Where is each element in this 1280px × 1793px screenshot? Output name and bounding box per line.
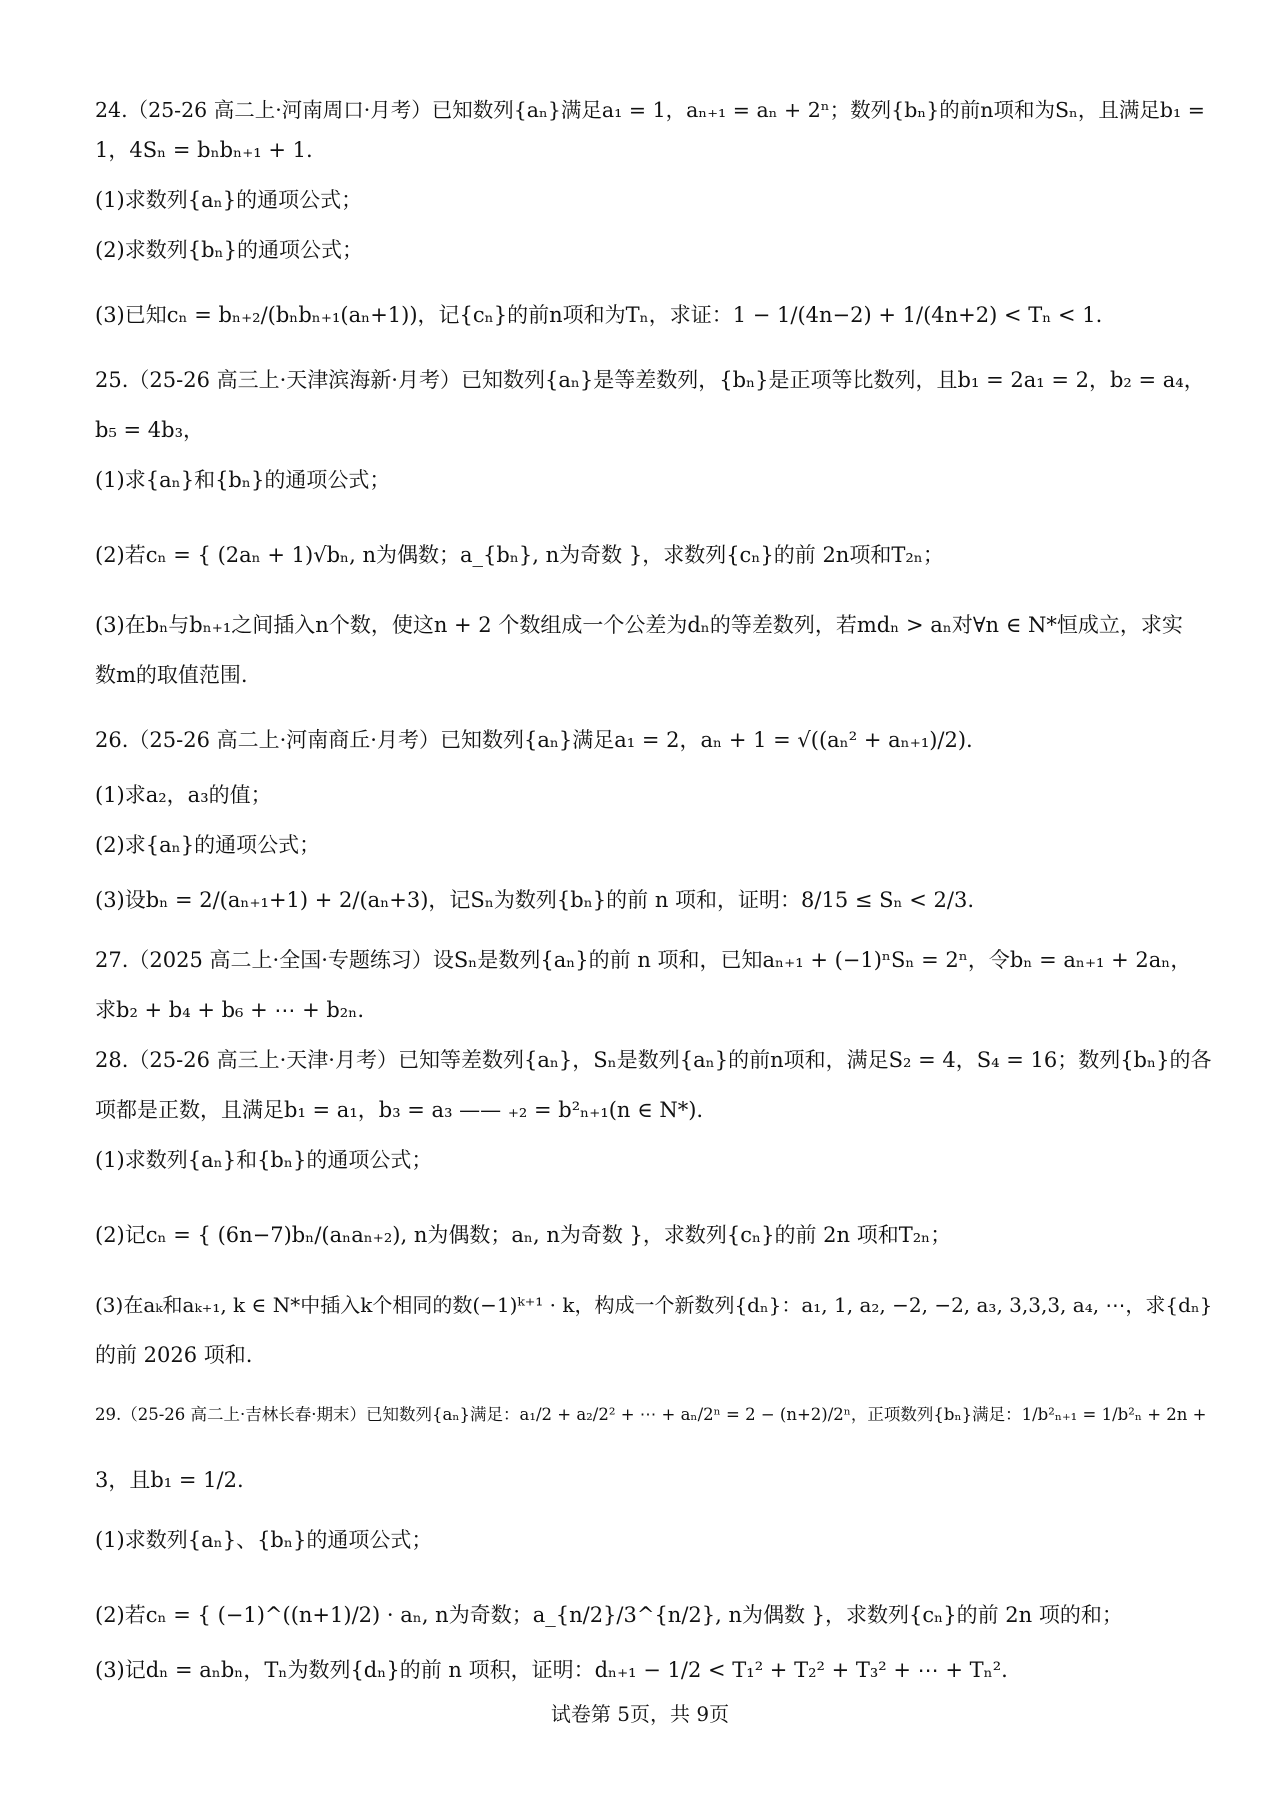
problem-text-line: 1，4Sₙ = bₙbₙ₊₁ + 1.: [95, 138, 313, 162]
problem-text-line: 求b₂ + b₄ + b₆ + ⋯ + b₂ₙ.: [95, 998, 364, 1022]
sub-question: (2)求{aₙ}的通项公式；: [95, 833, 321, 857]
page-footer: 试卷第 5页，共 9页: [550, 1702, 730, 1726]
sub-question: (3)记dₙ = aₙbₙ，Tₙ为数列{dₙ}的前 n 项积，证明：dₙ₊₁ − 1/2 < T₁² + T₂² + T₃² + ⋯ + Tₙ².: [95, 1658, 1008, 1682]
problem-text-line: 25.（25-26 高三上·天津滨海新·月考）已知数列{aₙ}是等差数列，{bₙ}是正项等比数列，且b₁ = 2a₁ = 2，b₂ = a₄，: [95, 368, 1205, 392]
sub-question: 的前 2026 项和.: [95, 1343, 253, 1367]
problem-text-line: 27.（2025 高二上·全国·专题练习）设Sₙ是数列{aₙ}的前 n 项和，已知aₙ₊₁ + (−1)ⁿSₙ = 2ⁿ，令bₙ = aₙ₊₁ + 2aₙ，: [95, 948, 1192, 972]
problem-text-line: 29.（25-26 高二上·吉林长春·期末）已知数列{aₙ}满足：a₁/2 + a₂/2² + ⋯ + aₙ/2ⁿ = 2 − (n+2)/2ⁿ，正项数列{bₙ}满足：1/b²ₙ₊₁ = 1/b²ₙ + 2n +: [95, 1405, 1207, 1424]
sub-question: (2)记cₙ = { (6n−7)bₙ/(aₙaₙ₊₂), n为偶数；aₙ, n为奇数 }，求数列{cₙ}的前 2n 项和T₂ₙ；: [95, 1223, 952, 1247]
problem-text-line: 24.（25-26 高二上·河南周口·月考）已知数列{aₙ}满足a₁ = 1，aₙ₊₁ = aₙ + 2ⁿ；数列{bₙ}的前n项和为Sₙ，且满足b₁ =: [95, 98, 1205, 122]
problem-text-line: 28.（25-26 高三上·天津·月考）已知等差数列{aₙ}，Sₙ是数列{aₙ}的前n项和，满足S₂ = 4，S₄ = 16；数列{bₙ}的各: [95, 1048, 1212, 1072]
problem-text-line: b₅ = 4b₃，: [95, 418, 205, 442]
sub-question: (1)求数列{aₙ}、{bₙ}的通项公式；: [95, 1528, 433, 1552]
sub-question: (2)若cₙ = { (−1)^((n+1)/2) · aₙ, n为奇数；a_{n/2}/3^{n/2}, n为偶数 }，求数列{cₙ}的前 2n 项的和；: [95, 1603, 1123, 1627]
sub-question: (1)求{aₙ}和{bₙ}的通项公式；: [95, 468, 391, 492]
problem-text-line: 项都是正数，且满足b₁ = a₁，b₃ = a₃ —— ₊₂ = b²ₙ₊₁(n ∈ N*).: [95, 1098, 704, 1122]
sub-question: (2)若cₙ = { (2aₙ + 1)√bₙ, n为偶数；a_{bₙ}, n为奇数 }，求数列{cₙ}的前 2n项和T₂ₙ；: [95, 543, 944, 567]
sub-question: (3)设bₙ = 2/(aₙ₊₁+1) + 2/(aₙ+3)，记Sₙ为数列{bₙ}的前 n 项和，证明：8/15 ≤ Sₙ < 2/3.: [95, 888, 975, 912]
sub-question: (1)求数列{aₙ}的通项公式；: [95, 188, 363, 212]
sub-question: (1)求a₂，a₃的值；: [95, 783, 272, 807]
sub-question: (3)已知cₙ = bₙ₊₂/(bₙbₙ₊₁(aₙ+1))，记{cₙ}的前n项和为Tₙ，求证：1 − 1/(4n−2) + 1/(4n+2) < Tₙ < 1.: [95, 303, 1103, 327]
sub-question: (3)在bₙ与bₙ₊₁之间插入n个数，使这n + 2 个数组成一个公差为dₙ的等差数列，若mdₙ > aₙ对∀n ∈ N*恒成立，求实: [95, 613, 1183, 637]
sub-question: (3)在aₖ和aₖ₊₁, k ∈ N*中插入k个相同的数(−1)ᵏ⁺¹ · k，构成一个新数列{dₙ}：a₁, 1, a₂, −2, −2, a₃, 3,3,3, a₄, ⋯，求{dₙ}: [95, 1293, 1213, 1317]
problem-text-line: 26.（25-26 高二上·河南商丘·月考）已知数列{aₙ}满足a₁ = 2，aₙ + 1 = √((aₙ² + aₙ₊₁)/2).: [95, 728, 973, 752]
sub-question: 数m的取值范围.: [95, 663, 248, 687]
sub-question: (2)求数列{bₙ}的通项公式；: [95, 238, 363, 262]
sub-question: (1)求数列{aₙ}和{bₙ}的通项公式；: [95, 1148, 433, 1172]
problem-text-line: 3，且b₁ = 1/2.: [95, 1468, 244, 1492]
